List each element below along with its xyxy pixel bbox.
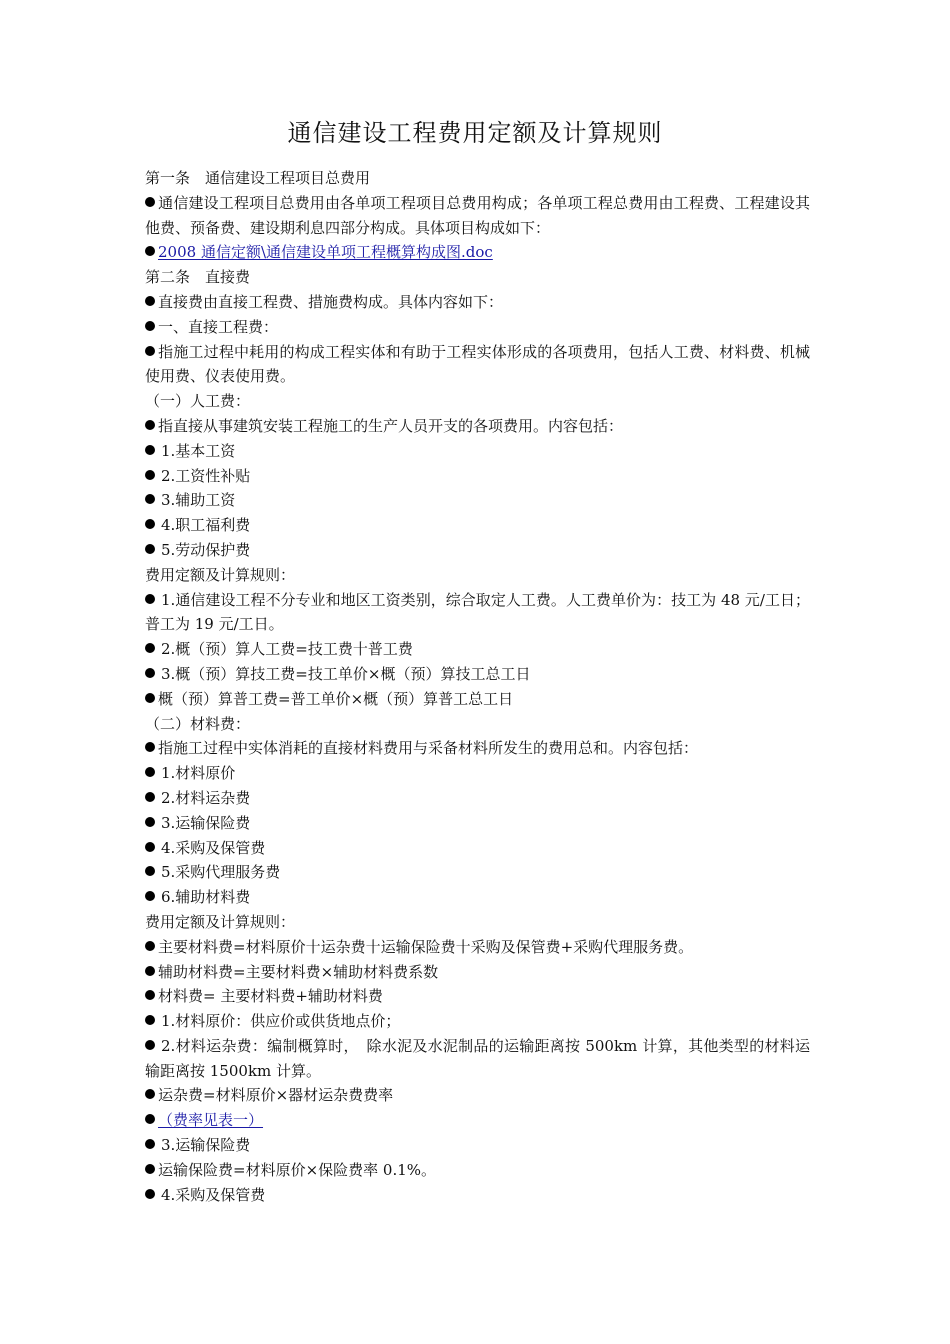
bullet-icon: [145, 842, 155, 852]
paragraph: 指施工过程中耗用的构成工程实体和有助于工程实体形成的各项费用，包括人工费、材料费、机械使用费、仪表使用费。: [145, 342, 810, 386]
bullet-icon: [145, 891, 155, 901]
bullet-icon: [145, 817, 155, 827]
list-item: 3.概（预）算技工费=技工单价×概（预）算技工总工日: [145, 662, 810, 687]
formula-line: 主要材料费=材料原价十运杂费十运输保险费十采购及保管费+采购代理服务费。: [145, 935, 810, 960]
list-item: 2.材料运杂费: [145, 786, 810, 811]
bullet-icon: [145, 1189, 155, 1199]
bullet-icon: [145, 643, 155, 653]
list-item: 3.运输保险费: [145, 811, 810, 836]
bullet-icon: [145, 1114, 155, 1124]
formula-line: 运杂费=材料原价×器材运杂费费率: [145, 1083, 810, 1108]
paragraph: 2.材料运杂费：编制概算时， 除水泥及水泥制品的运输距离按 500km 计算，其他类型的材料运输距离按 1500km 计算。: [145, 1036, 810, 1080]
list-item: 1.材料原价：供应价或供货地点价；: [145, 1009, 810, 1034]
list-item: 2.工资性补贴: [145, 464, 810, 489]
list-item: 4.职工福利费: [145, 513, 810, 538]
rate-table-link[interactable]: （费率见表一）: [158, 1111, 264, 1130]
bullet-icon: [145, 1040, 155, 1050]
bullet-icon: [145, 420, 155, 430]
paragraph: 指直接从事建筑安装工程施工的生产人员开支的各项费用。内容包括：: [145, 414, 810, 439]
list-item: 5.劳动保护费: [145, 538, 810, 563]
bullet-icon: [145, 296, 155, 306]
bullet-icon: [145, 668, 155, 678]
list-item: 概（预）算普工费=普工单价×概（预）算普工总工日: [145, 687, 810, 712]
paragraph: 通信建设工程项目总费用由各单项工程项目总费用构成；各单项工程总费用由工程费、工程建设其他费、预备费、建设期利息四部分构成。具体项目构成如下：: [145, 193, 810, 237]
bullet-icon: [145, 866, 155, 876]
bullet-icon: [145, 197, 155, 207]
bullet-icon: [145, 519, 155, 529]
paragraph: 一、直接工程费：: [145, 315, 810, 340]
bullet-icon: [145, 767, 155, 777]
bullet-icon: [145, 246, 155, 256]
list-item: 3.辅助工资: [145, 488, 810, 513]
document-title: 通信建设工程费用定额及计算规则: [287, 119, 663, 147]
list-item: 4.采购及保管费: [145, 1183, 810, 1208]
document-body: [145, 166, 810, 1207]
list-item: 6.辅助材料费: [145, 885, 810, 910]
section-heading: （一）人工费：: [145, 392, 251, 411]
bullet-icon: [145, 1164, 155, 1174]
bullet-icon: [145, 470, 155, 480]
list-item: 2.概（预）算人工费=技工费十普工费: [145, 637, 810, 662]
document-link[interactable]: 2008 通信定额\通信建设单项工程概算构成图.doc: [158, 243, 493, 262]
bullet-icon: [145, 792, 155, 802]
bullet-icon: [145, 346, 155, 356]
formula-line: 材料费= 主要材料费+辅助材料费: [145, 984, 810, 1009]
paragraph: 直接费由直接工程费、措施费构成。具体内容如下：: [145, 290, 810, 315]
bullet-icon: [145, 594, 155, 604]
list-item: 3.运输保险费: [145, 1133, 810, 1158]
bullet-icon: [145, 494, 155, 504]
list-item: 1.材料原价: [145, 761, 810, 786]
bullet-icon: [145, 1089, 155, 1099]
bullet-icon: [145, 445, 155, 455]
subheading: 费用定额及计算规则：: [145, 565, 296, 584]
bullet-icon: [145, 1015, 155, 1025]
formula-line: 运输保险费=材料原价×保险费率 0.1%。: [145, 1158, 810, 1183]
article-heading: 第二条 直接费: [145, 268, 251, 287]
paragraph: 指施工过程中实体消耗的直接材料费用与采备材料所发生的费用总和。内容包括：: [145, 736, 810, 761]
bullet-icon: [145, 990, 155, 1000]
bullet-icon: [145, 941, 155, 951]
bullet-icon: [145, 1139, 155, 1149]
subheading: 费用定额及计算规则：: [145, 912, 296, 931]
list-item: [145, 1108, 810, 1133]
formula-line: 辅助材料费=主要材料费×辅助材料费系数: [145, 960, 810, 985]
list-item: 4.采购及保管费: [145, 836, 810, 861]
paragraph: [145, 240, 810, 265]
bullet-icon: [145, 693, 155, 703]
section-heading: （二）材料费：: [145, 714, 251, 733]
bullet-icon: [145, 321, 155, 331]
bullet-icon: [145, 544, 155, 554]
paragraph: 1.通信建设工程不分专业和地区工资类别，综合取定人工费。人工费单价为：技工为 48 元/工日；普工为 19 元/工日。: [145, 590, 810, 634]
article-heading: 第一条 通信建设工程项目总费用: [145, 169, 371, 187]
list-item: 1.基本工资: [145, 439, 810, 464]
list-item: 5.采购代理服务费: [145, 860, 810, 885]
bullet-icon: [145, 742, 155, 752]
bullet-icon: [145, 966, 155, 976]
